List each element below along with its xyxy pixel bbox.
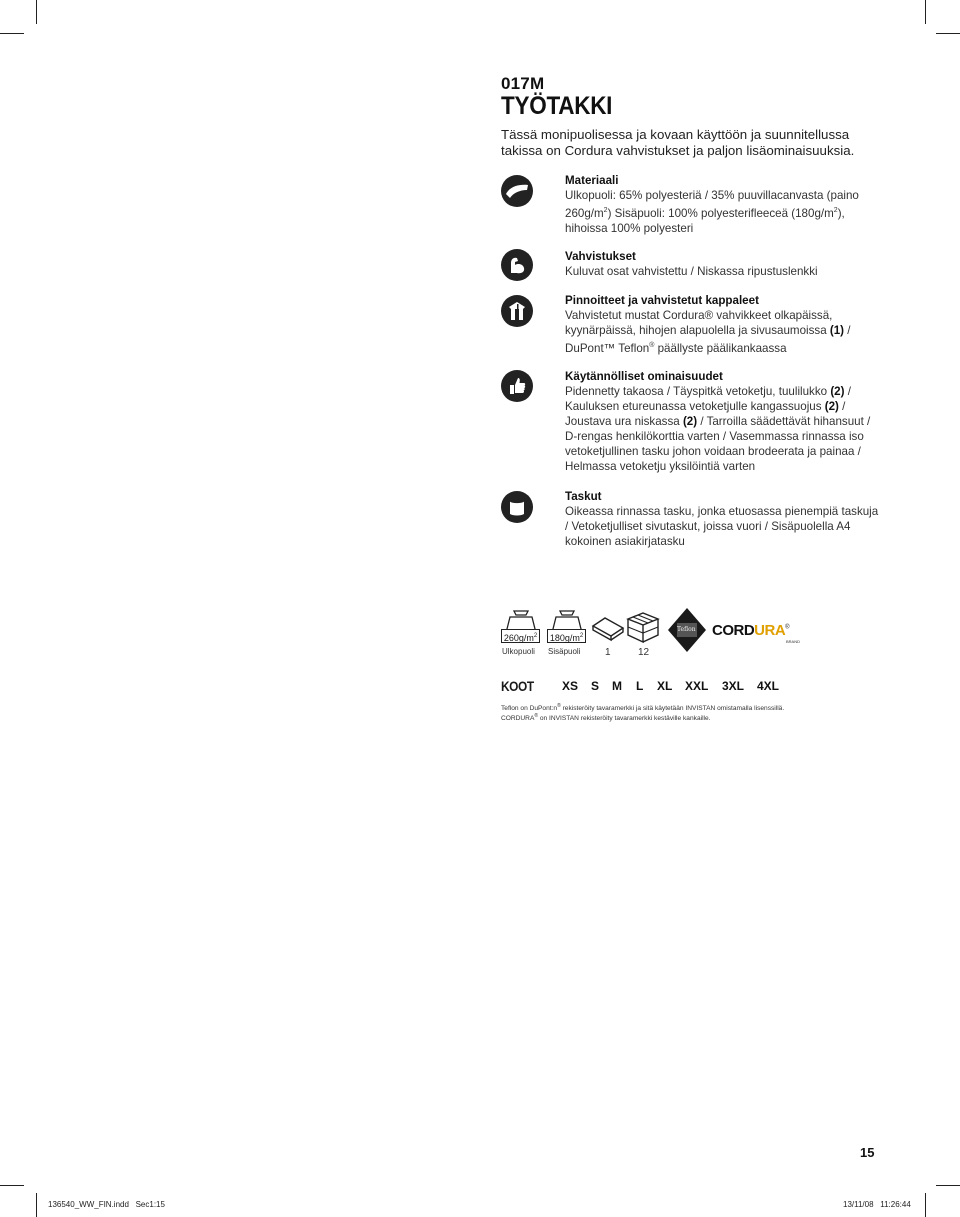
crop-mark xyxy=(0,33,24,34)
section-line: / Vetoketjulliset sivutaskut, joissa vuori / Sisäpuolella A4 xyxy=(565,520,851,533)
product-title: TYÖTAKKI xyxy=(501,92,613,120)
sizes-label: KOOT xyxy=(501,678,534,694)
product-intro: Tässä monipuolisessa ja kovaan käyttöön ja suunnitellussa takissa on Cordura vahvistukset ja paljon lisäominaisuuksia. xyxy=(501,127,855,158)
section-line: kyynärpäissä, hihojen alapuolella ja sivusaumoissa (1) / xyxy=(565,324,851,337)
legal-teflon: Teflon on DuPont:n® rekisteröity tavaramerkki ja sitä käytetään INVISTAN omistamalla lisenssillä. xyxy=(501,703,785,713)
pocket-icon xyxy=(501,491,533,523)
size-item: 3XL xyxy=(722,679,745,693)
fabric-icon xyxy=(501,175,533,207)
section-line: Kauluksen etureunassa vetoketjulle kangassuojus (2) / xyxy=(565,400,846,413)
crop-mark xyxy=(0,1185,24,1186)
section-line: Helmassa vetoketju yksilöintiä varten xyxy=(565,460,756,473)
section-heading: Taskut xyxy=(565,490,602,503)
section-taskut xyxy=(565,489,895,549)
section-heading: Pinnoitteet ja vahvistetut kappaleet xyxy=(565,294,759,307)
section-line: Vahvistetut mustat Cordura® vahvikkeet olkapäissä, xyxy=(565,309,833,322)
section-pinnoitteet xyxy=(565,293,895,356)
section-line: $260g/m^2$) Sisäpuoli: 100% polyesterifleeceä $(180g/m^2)$, xyxy=(565,206,845,220)
inner-weight-box: $180g/m^2$ xyxy=(547,629,586,643)
crop-mark xyxy=(925,1193,926,1217)
section-heading: Käytännölliset ominaisuudet xyxy=(565,370,723,383)
file-slug: 136540_WW_FIN.indd Sec1:15 xyxy=(48,1200,165,1209)
section-line: hihoissa 100% polyesteri xyxy=(565,221,694,235)
carton-icon xyxy=(624,609,662,645)
size-item: S xyxy=(591,679,600,693)
crop-mark xyxy=(936,33,960,34)
single-pack-icon xyxy=(591,614,625,644)
size-item: L xyxy=(636,679,644,693)
page-number: 15 xyxy=(860,1145,875,1160)
section-kaytannolliset xyxy=(565,369,895,474)
carton-count: 12 xyxy=(638,647,650,658)
crop-mark xyxy=(36,0,37,24)
section-line: kokoinen asiakirjatasku xyxy=(565,535,685,548)
section-heading: Vahvistukset xyxy=(565,250,636,263)
cordura-logo: CORDURA® BRAND xyxy=(712,622,800,644)
outer-caption: Ulkopuoli xyxy=(502,647,535,656)
section-line: Kuluvat osat vahvistettu / Niskassa ripustuslenkki xyxy=(565,265,818,278)
product-code: 017M xyxy=(501,74,545,93)
section-line: Oikeassa rinnassa tasku, jonka etuosassa pienempiä taskuja xyxy=(565,505,879,518)
size-item: XS xyxy=(562,679,579,693)
coating-shield-icon xyxy=(501,295,533,327)
section-line: vetoketjullinen tasku johon voidaan brodeerata ja painaa / xyxy=(565,445,861,458)
section-line: Pidennetty takaosa / Täyspitkä vetoketju, tuulilukko (2) / xyxy=(565,385,851,398)
section-line: Ulkopuoli: 65% polyesteriä / 35% puuvillacanvasta (paino xyxy=(565,189,859,202)
crop-mark xyxy=(925,0,926,24)
section-line: Joustava ura niskassa (2) / Tarroilla säädettävät hihansuut / xyxy=(565,415,871,428)
outer-weight-box: $260g/m^2$ xyxy=(501,629,540,643)
single-pack-count: 1 xyxy=(605,647,611,658)
teflon-badge: Teflon xyxy=(667,607,707,653)
size-item: M xyxy=(612,679,622,693)
section-line: D-rengas henkilökorttia varten / Vasemmassa rinnassa iso xyxy=(565,430,864,443)
legal-cordura: CORDURA® on INVISTAN rekisteröity tavaramerkki kestäville kankaille. xyxy=(501,713,711,723)
section-line: DuPont™ Teflon® päällyste päälikankaassa xyxy=(565,341,787,355)
strength-arm-icon xyxy=(501,249,533,281)
timestamp-slug: 13/11/08 11:26:44 xyxy=(843,1200,911,1209)
inner-caption: Sisäpuoli xyxy=(548,647,581,656)
crop-mark xyxy=(936,1185,960,1186)
size-item: 4XL xyxy=(757,679,780,693)
section-heading: Materiaali xyxy=(565,174,619,187)
section-materiaali xyxy=(565,173,895,236)
crop-mark xyxy=(36,1193,37,1217)
size-item: XXL xyxy=(685,679,709,693)
thumbs-up-icon xyxy=(501,370,533,402)
section-vahvistukset xyxy=(565,249,895,279)
size-item: XL xyxy=(657,679,673,693)
